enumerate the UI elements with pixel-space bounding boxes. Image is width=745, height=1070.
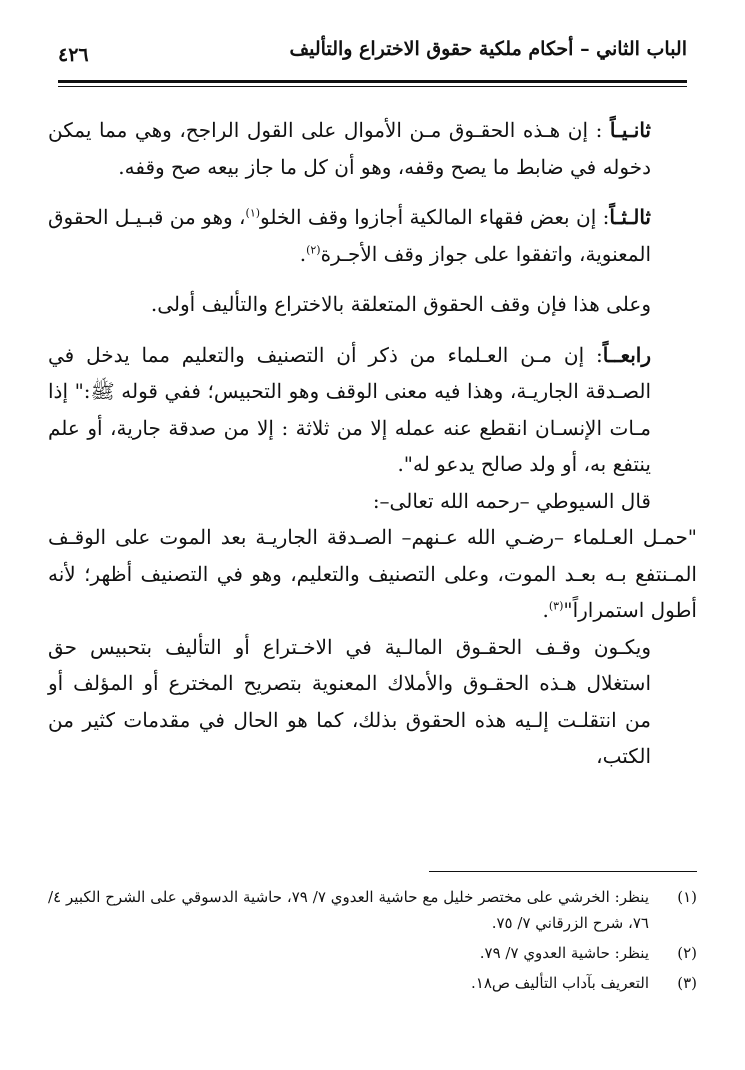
page-number: ٤٢٦: [58, 44, 89, 66]
footnote-text: ينظر: الخرشي على مختصر خليل مع حاشية العدوي ٧/ ٧٩، حاشية الدسوقي على الشرح الكبير ٤/ ٧٦، شرح الزرقاني ٧/ ٧٥.: [48, 888, 649, 932]
paragraph-text: قال السيوطي –رحمه الله تعالى–:: [372, 488, 651, 513]
paragraph-text: : إن مـن العـلماء من ذكر أن التصنيف والتعليم مما يدخل في الصـدقة الجاريـة، وهذا فيه معنى الوقف وهو التحبيس؛ ففي قوله ﷺ:" إذا مـات الإنسـان انقطع عنه عمله إلا من ثلاثة : إلا من صدقة جارية، أو علم ينتفع به، أو ولد صالح يدعو له".: [48, 342, 651, 476]
footnotes: [48, 884, 697, 1000]
paragraph-text: "حمـل العـلماء –رضـي الله عـنهم– الصـدقة الجاريـة بعد الموت على الوقـف المـنتفع بـه بعـد الموت، وعلى التصنيف والتعليم، وهو في التصنيف أظهر؛ لأنه أطول استمراراً": [48, 525, 697, 622]
paragraph-waqf-method: [48, 629, 697, 775]
paragraph-text: ويكـون وقـف الحقـوق المالـية في الاخـتراع أو التأليف بتحبيس حق استغلال هـذه الحقـوق والأملاك المعنوية بتصريح المخترع أو المؤلف أو من انتقلـت إلـيه هذه الحقوق بذلك، كما هو الحال في مقدمات كثير من الكتب،: [48, 634, 651, 768]
footnote-item: [48, 884, 697, 936]
paragraph-text-cont: ، وهو من قبـيـل الحقوق المعنوية، واتفقوا على جواز وقف الأجـرة: [48, 205, 651, 266]
footnote-text: ينظر: حاشية العدوي ٧/ ٧٩.: [479, 944, 649, 962]
footnote-separator: [429, 871, 697, 872]
footnote-text: التعريف بآداب التأليف ص١٨.: [471, 974, 649, 992]
paragraph-fourth-reason: [48, 337, 697, 483]
running-header: [58, 34, 687, 74]
paragraph-suyuti-quote: [48, 519, 697, 629]
footnote-number: (٢): [677, 944, 697, 962]
paragraph-text: : إن بعض فقهاء المالكية أجازوا وقف الخلو: [260, 205, 610, 229]
footnote-item: [48, 940, 697, 966]
footnote-ref-2[interactable]: (٢): [306, 242, 321, 256]
chapter-title: الباب الثاني – أحكام ملكية حقوق الاختراع والتأليف: [289, 38, 687, 60]
footnote-number: (٣): [677, 974, 697, 992]
paragraph-text-end: .: [542, 598, 549, 622]
footnote-ref-3[interactable]: (٣): [548, 599, 564, 613]
paragraph-text: : إن هـذه الحقـوق مـن الأموال على القول الراجح، وهي مما يمكن دخوله في ضابط ما يصح وقفه، وهو أن كل ما جاز بيعه صح وقفه.: [48, 118, 651, 179]
paragraph-text-end: .: [299, 241, 307, 266]
main-text: [48, 112, 697, 775]
paragraph-lead: ثانـيـاً: [609, 118, 651, 142]
footnote-number: (١): [677, 888, 697, 906]
footnote-ref-1[interactable]: (١): [245, 206, 261, 220]
paragraph-third-reason: [48, 199, 697, 272]
footnote-item: [48, 970, 697, 996]
paragraph-lead: رابعــاً: [602, 342, 651, 367]
paragraph-suyuti-intro: [48, 483, 697, 520]
header-rule-thick: [58, 80, 687, 83]
paragraph-text: وعلى هذا فإن وقف الحقوق المتعلقة بالاختراع والتأليف أولى.: [150, 292, 651, 316]
paragraph-second-reason: [48, 112, 697, 185]
paragraph-lead: ثالـثـاً: [609, 205, 651, 229]
header-rule-thin: [58, 86, 687, 87]
paragraph-conclusion: [48, 286, 697, 323]
